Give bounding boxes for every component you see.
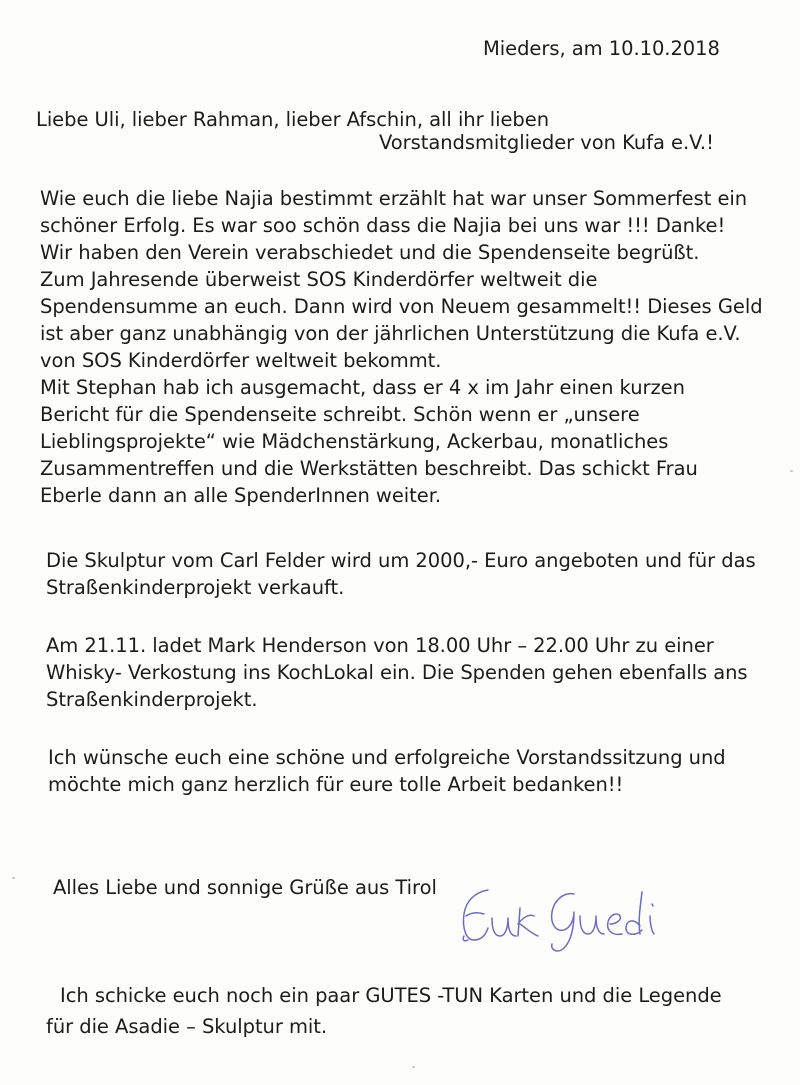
scan-speck [790, 470, 793, 472]
date-line: Mieders, am 10.10.2018 [483, 37, 720, 60]
text-line: Ich schicke euch noch ein paar GUTES -TUN Karten und die Legende [60, 984, 722, 1007]
text-line: Straßenkinderprojekt. [46, 688, 258, 711]
text-line: Spendensumme an euch. Dann wird von Neuem gesammelt!! Dieses Geld [40, 295, 763, 318]
text-line: Lieblingsprojekte“ wie Mädchenstärkung, Ackerbau, monatliches [40, 430, 669, 453]
text-line: schöner Erfolg. Es war soo schön dass die Najia bei uns war !!! Danke! [40, 214, 726, 237]
text-line: Zum Jahresende überweist SOS Kinderdörfer weltweit die [40, 268, 598, 291]
closing-line: Alles Liebe und sonnige Grüße aus Tirol [53, 876, 437, 899]
text-line: Die Skulptur vom Carl Felder wird um 2000,- Euro angeboten und für das [46, 549, 756, 572]
text-line: Wie euch die liebe Najia bestimmt erzählt hat war unser Sommerfest ein [40, 187, 748, 210]
text-line: Zusammentreffen und die Werkstätten beschreibt. Das schickt Frau [40, 457, 698, 480]
text-line: für die Asadie – Skulptur mit. [46, 1015, 328, 1038]
text-line: Straßenkinderprojekt verkauft. [46, 576, 345, 599]
scan-speck [412, 1066, 415, 1068]
text-line: Mit Stephan hab ich ausgemacht, dass er 4 x im Jahr einen kurzen [40, 376, 685, 399]
text-line: Ich wünsche euch eine schöne und erfolgreiche Vorstandssitzung und [48, 746, 726, 769]
text-line: Bericht für die Spendenseite schreibt. Schön wenn er „unsere [40, 403, 640, 426]
scan-speck [12, 877, 15, 879]
text-line: Whisky- Verkostung ins KochLokal ein. Die Spenden gehen ebenfalls ans [46, 661, 748, 684]
text-line: Am 21.11. ladet Mark Henderson von 18.00 Uhr – 22.00 Uhr zu einer [46, 634, 714, 657]
text-line: Eberle dann an alle SpenderInnen weiter. [40, 484, 442, 507]
text-line: Wir haben den Verein verabschiedet und die Spendenseite begrüßt. [40, 241, 700, 264]
handwritten-signature [456, 878, 692, 960]
salutation-line: Liebe Uli, lieber Rahman, lieber Afschin, all ihr lieben [36, 108, 549, 131]
text-line: von SOS Kinderdörfer weltweit bekommt. [40, 349, 442, 372]
text-line: ist aber ganz unabhängig von der jährlichen Unterstützung die Kufa e.V. [40, 322, 741, 345]
text-line: möchte mich ganz herzlich für eure tolle Arbeit bedanken!! [48, 773, 624, 796]
salutation-line: Vorstandsmitglieder von Kufa e.V.! [379, 131, 714, 154]
